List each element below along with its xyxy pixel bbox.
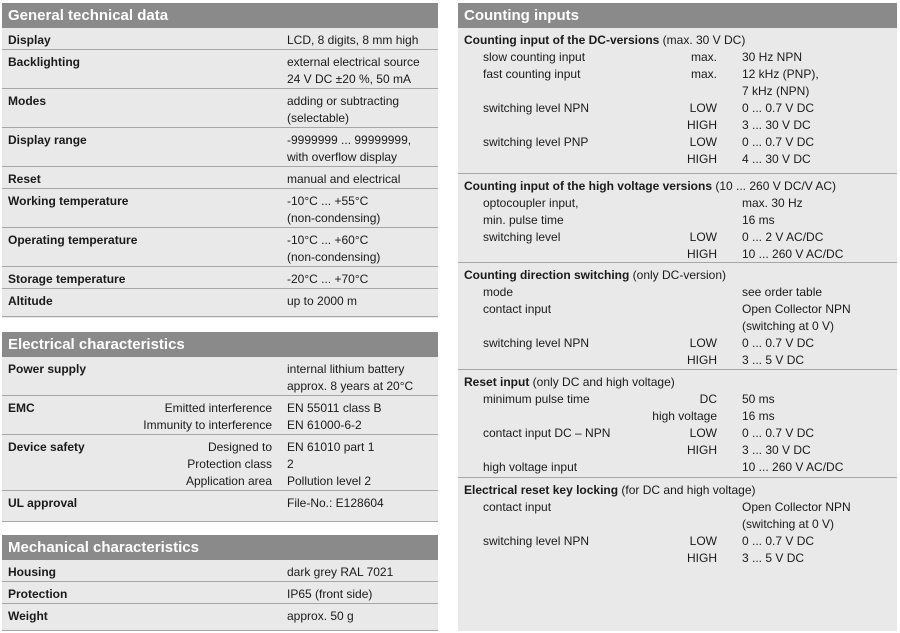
counting-line bbox=[458, 499, 897, 516]
spec-value: internal lithium battery bbox=[287, 362, 405, 376]
counting-value: 30 Hz NPN bbox=[742, 50, 803, 64]
spec-label: Device safety bbox=[8, 440, 85, 454]
spec-line bbox=[2, 400, 438, 417]
counting-parameter: contact input bbox=[483, 302, 552, 316]
counting-group bbox=[458, 28, 897, 174]
counting-qualifier: HIGH bbox=[687, 551, 717, 565]
spec-row bbox=[2, 228, 438, 267]
electrical-rows bbox=[2, 357, 438, 522]
counting-line bbox=[458, 335, 897, 352]
spec-line bbox=[2, 417, 438, 434]
spec-sublabel: Designed to bbox=[207, 440, 272, 454]
spec-label: Reset bbox=[8, 172, 41, 186]
counting-qualifier: HIGH bbox=[687, 443, 717, 457]
spec-label: Protection bbox=[8, 587, 68, 601]
spec-label: Backlighting bbox=[8, 55, 81, 69]
spec-value: IP65 (front side) bbox=[287, 587, 373, 601]
counting-qualifier: max. bbox=[690, 50, 717, 64]
spec-row bbox=[2, 89, 438, 128]
counting-value: (switching at 0 V) bbox=[742, 517, 835, 531]
counting-value: see order table bbox=[742, 285, 823, 299]
counting-parameter: switching level NPN bbox=[483, 336, 590, 350]
spec-value: EN 55011 class B bbox=[287, 401, 382, 415]
counting-line bbox=[458, 66, 897, 83]
spec-value: Pollution level 2 bbox=[287, 474, 372, 488]
spec-line bbox=[2, 32, 438, 49]
counting-line bbox=[458, 352, 897, 369]
counting-value: 0 ... 0.7 V DC bbox=[742, 426, 815, 440]
counting-qualifier: max. bbox=[690, 67, 717, 81]
counting-parameter: switching level PNP bbox=[483, 135, 589, 149]
counting-group-title-bold: Counting direction switching bbox=[464, 268, 630, 282]
counting-parameter: min. pulse time bbox=[483, 213, 564, 227]
counting-line bbox=[458, 391, 897, 408]
counting-value: 0 ... 0.7 V DC bbox=[742, 336, 815, 350]
spec-sublabel: Protection class bbox=[187, 457, 272, 471]
spec-line bbox=[2, 456, 438, 473]
counting-parameter: high voltage input bbox=[483, 460, 578, 474]
counting-line bbox=[458, 550, 897, 567]
counting-group bbox=[458, 478, 897, 630]
spec-value: LCD, 8 digits, 8 mm high bbox=[287, 33, 419, 47]
counting-line bbox=[458, 212, 897, 229]
counting-value: (switching at 0 V) bbox=[742, 319, 835, 333]
spec-row bbox=[2, 435, 438, 491]
spec-line bbox=[2, 473, 438, 490]
counting-value: 7 kHz (NPN) bbox=[742, 84, 810, 98]
counting-group-title-bold: Counting input of the high voltage versions bbox=[464, 179, 712, 193]
counting-value: 3 ... 30 V DC bbox=[742, 443, 811, 457]
spec-row bbox=[2, 189, 438, 228]
spec-row bbox=[2, 289, 438, 317]
spec-label: Altitude bbox=[8, 294, 53, 308]
counting-parameter: contact input bbox=[483, 500, 552, 514]
counting-value: 12 kHz (PNP), bbox=[742, 67, 819, 81]
spec-label: Display bbox=[8, 33, 51, 47]
counting-parameter: switching level bbox=[483, 230, 561, 244]
mechanical-rows bbox=[2, 560, 438, 631]
spec-value: EN 61010 part 1 bbox=[287, 440, 375, 454]
counting-qualifier: DC bbox=[699, 392, 717, 406]
spec-line bbox=[2, 439, 438, 456]
spec-value: 24 V DC ±20 %, 50 mA bbox=[287, 72, 411, 86]
counting-value: 0 ... 0.7 V DC bbox=[742, 534, 815, 548]
counting-value: 0 ... 0.7 V DC bbox=[742, 135, 815, 149]
counting-group bbox=[458, 174, 897, 263]
spec-line bbox=[2, 171, 438, 188]
spec-line bbox=[2, 132, 438, 149]
mechanical-characteristics-panel bbox=[2, 535, 438, 631]
counting-inputs-panel bbox=[458, 3, 897, 631]
counting-qualifier: LOW bbox=[689, 230, 717, 244]
counting-group-title-note: (for DC and high voltage) bbox=[618, 483, 756, 497]
counting-line bbox=[458, 134, 897, 151]
spec-row bbox=[2, 167, 438, 189]
counting-group-title bbox=[458, 374, 897, 391]
counting-qualifier: HIGH bbox=[687, 247, 717, 261]
counting-qualifier: LOW bbox=[689, 101, 717, 115]
spec-row bbox=[2, 560, 438, 582]
general-technical-data-panel bbox=[2, 3, 438, 318]
counting-value: 16 ms bbox=[742, 409, 775, 423]
spec-sublabel: Emitted interference bbox=[164, 401, 272, 415]
spec-line bbox=[2, 93, 438, 110]
spec-value: -10°C ... +60°C bbox=[287, 233, 369, 247]
counting-value: Open Collector NPN bbox=[742, 500, 851, 514]
counting-line bbox=[458, 408, 897, 425]
counting-value: 50 ms bbox=[742, 392, 775, 406]
counting-value: 0 ... 0.7 V DC bbox=[742, 101, 815, 115]
spec-value: (selectable) bbox=[287, 111, 350, 125]
counting-parameter: contact input DC – NPN bbox=[483, 426, 611, 440]
spec-line bbox=[2, 232, 438, 249]
spec-line bbox=[2, 361, 438, 378]
counting-parameter: switching level NPN bbox=[483, 101, 590, 115]
counting-value: Open Collector NPN bbox=[742, 302, 851, 316]
counting-qualifier: HIGH bbox=[687, 118, 717, 132]
spec-row bbox=[2, 28, 438, 50]
counting-line bbox=[458, 516, 897, 533]
counting-qualifier: LOW bbox=[689, 336, 717, 350]
spec-value: approx. 8 years at 20°C bbox=[287, 379, 414, 393]
counting-qualifier: LOW bbox=[689, 534, 717, 548]
counting-parameter: fast counting input bbox=[483, 67, 581, 81]
mechanical-characteristics-title: Mechanical characteristics bbox=[2, 535, 438, 560]
counting-group bbox=[458, 263, 897, 370]
counting-inputs-title: Counting inputs bbox=[458, 3, 897, 28]
counting-line bbox=[458, 49, 897, 66]
counting-group-title bbox=[458, 178, 897, 195]
counting-value: 3 ... 5 V DC bbox=[742, 551, 805, 565]
spec-row bbox=[2, 128, 438, 167]
counting-line bbox=[458, 151, 897, 168]
spec-line bbox=[2, 271, 438, 288]
spec-value: up to 2000 m bbox=[287, 294, 358, 308]
counting-group-title bbox=[458, 32, 897, 49]
counting-value: 3 ... 5 V DC bbox=[742, 353, 805, 367]
spec-label: Modes bbox=[8, 94, 47, 108]
counting-parameter: minimum pulse time bbox=[483, 392, 590, 406]
spec-row bbox=[2, 50, 438, 89]
counting-line bbox=[458, 425, 897, 442]
spec-line bbox=[2, 54, 438, 71]
counting-value: 4 ... 30 V DC bbox=[742, 152, 811, 166]
spec-label: Housing bbox=[8, 565, 56, 579]
spec-value: (non-condensing) bbox=[287, 211, 381, 225]
spec-value: -10°C ... +55°C bbox=[287, 194, 369, 208]
counting-groups bbox=[458, 28, 897, 630]
spec-row bbox=[2, 357, 438, 396]
spec-row bbox=[2, 604, 438, 631]
counting-line bbox=[458, 83, 897, 100]
counting-qualifier: HIGH bbox=[687, 353, 717, 367]
counting-line bbox=[458, 195, 897, 212]
counting-value: max. 30 Hz bbox=[742, 196, 803, 210]
counting-group-title-note: (10 ... 260 V DC/V AC) bbox=[712, 179, 837, 193]
counting-qualifier: LOW bbox=[689, 426, 717, 440]
spec-label: Working temperature bbox=[8, 194, 129, 208]
spec-line bbox=[2, 193, 438, 210]
counting-parameter: switching level NPN bbox=[483, 534, 590, 548]
counting-line bbox=[458, 246, 897, 263]
spec-sublabel: Application area bbox=[185, 474, 272, 488]
counting-group-title-bold: Reset input bbox=[464, 375, 530, 389]
spec-label: EMC bbox=[8, 401, 35, 415]
spec-value: (non-condensing) bbox=[287, 250, 381, 264]
counting-parameter: slow counting input bbox=[483, 50, 586, 64]
counting-group-title-note: (only DC and high voltage) bbox=[529, 375, 675, 389]
spec-label: UL approval bbox=[8, 496, 78, 510]
spec-line bbox=[2, 110, 438, 127]
spec-line bbox=[2, 293, 438, 310]
spec-value: File-No.: E128604 bbox=[287, 496, 384, 510]
spec-line bbox=[2, 586, 438, 603]
general-rows bbox=[2, 28, 438, 317]
counting-parameter: mode bbox=[483, 285, 514, 299]
counting-value: 10 ... 260 V AC/DC bbox=[742, 460, 844, 474]
spec-line bbox=[2, 495, 438, 512]
counting-qualifier: HIGH bbox=[687, 152, 717, 166]
spec-line bbox=[2, 249, 438, 266]
electrical-characteristics-title: Electrical characteristics bbox=[2, 332, 438, 357]
counting-value: 10 ... 260 V AC/DC bbox=[742, 247, 844, 261]
counting-group-title bbox=[458, 482, 897, 499]
counting-group bbox=[458, 370, 897, 478]
counting-value: 0 ... 2 V AC/DC bbox=[742, 230, 824, 244]
counting-group-title bbox=[458, 267, 897, 284]
spec-label: Storage temperature bbox=[8, 272, 126, 286]
spec-label: Display range bbox=[8, 133, 87, 147]
spec-value: -20°C ... +70°C bbox=[287, 272, 369, 286]
counting-line bbox=[458, 533, 897, 550]
spec-row bbox=[2, 267, 438, 289]
counting-qualifier: high voltage bbox=[652, 409, 717, 423]
spec-row bbox=[2, 582, 438, 604]
counting-line bbox=[458, 442, 897, 459]
spec-line bbox=[2, 71, 438, 88]
spec-value: EN 61000-6-2 bbox=[287, 418, 362, 432]
spec-line bbox=[2, 564, 438, 581]
counting-value: 3 ... 30 V DC bbox=[742, 118, 811, 132]
spec-value: dark grey RAL 7021 bbox=[287, 565, 394, 579]
electrical-characteristics-panel bbox=[2, 332, 438, 522]
counting-line bbox=[458, 459, 897, 476]
spec-line bbox=[2, 149, 438, 166]
counting-parameter: optocoupler input, bbox=[483, 196, 579, 210]
spec-sublabel: Immunity to interference bbox=[143, 418, 272, 432]
spec-value: -9999999 ... 99999999, bbox=[287, 133, 412, 147]
spec-value: with overflow display bbox=[287, 150, 398, 164]
general-technical-data-title: General technical data bbox=[2, 3, 438, 28]
counting-group-title-bold: Counting input of the DC-versions bbox=[464, 33, 660, 47]
counting-line bbox=[458, 318, 897, 335]
spec-label: Operating temperature bbox=[8, 233, 138, 247]
spec-row bbox=[2, 491, 438, 522]
spec-value: external electrical source bbox=[287, 55, 420, 69]
spec-value: approx. 50 g bbox=[287, 609, 354, 623]
spec-label: Weight bbox=[8, 609, 48, 623]
spec-line bbox=[2, 210, 438, 227]
counting-line bbox=[458, 284, 897, 301]
spec-label: Power supply bbox=[8, 362, 87, 376]
spec-value: adding or subtracting bbox=[287, 94, 400, 108]
spec-row bbox=[2, 396, 438, 435]
counting-line bbox=[458, 117, 897, 134]
counting-group-title-note: (max. 30 V DC) bbox=[659, 33, 746, 47]
counting-value: 16 ms bbox=[742, 213, 775, 227]
counting-line bbox=[458, 301, 897, 318]
counting-line bbox=[458, 229, 897, 246]
spec-value: manual and electrical bbox=[287, 172, 401, 186]
spec-value: 2 bbox=[287, 457, 294, 471]
counting-group-title-bold: Electrical reset key locking bbox=[464, 483, 619, 497]
spec-line bbox=[2, 608, 438, 625]
counting-qualifier: LOW bbox=[689, 135, 717, 149]
counting-line bbox=[458, 100, 897, 117]
counting-group-title-note: (only DC-version) bbox=[629, 268, 727, 282]
spec-line bbox=[2, 378, 438, 395]
